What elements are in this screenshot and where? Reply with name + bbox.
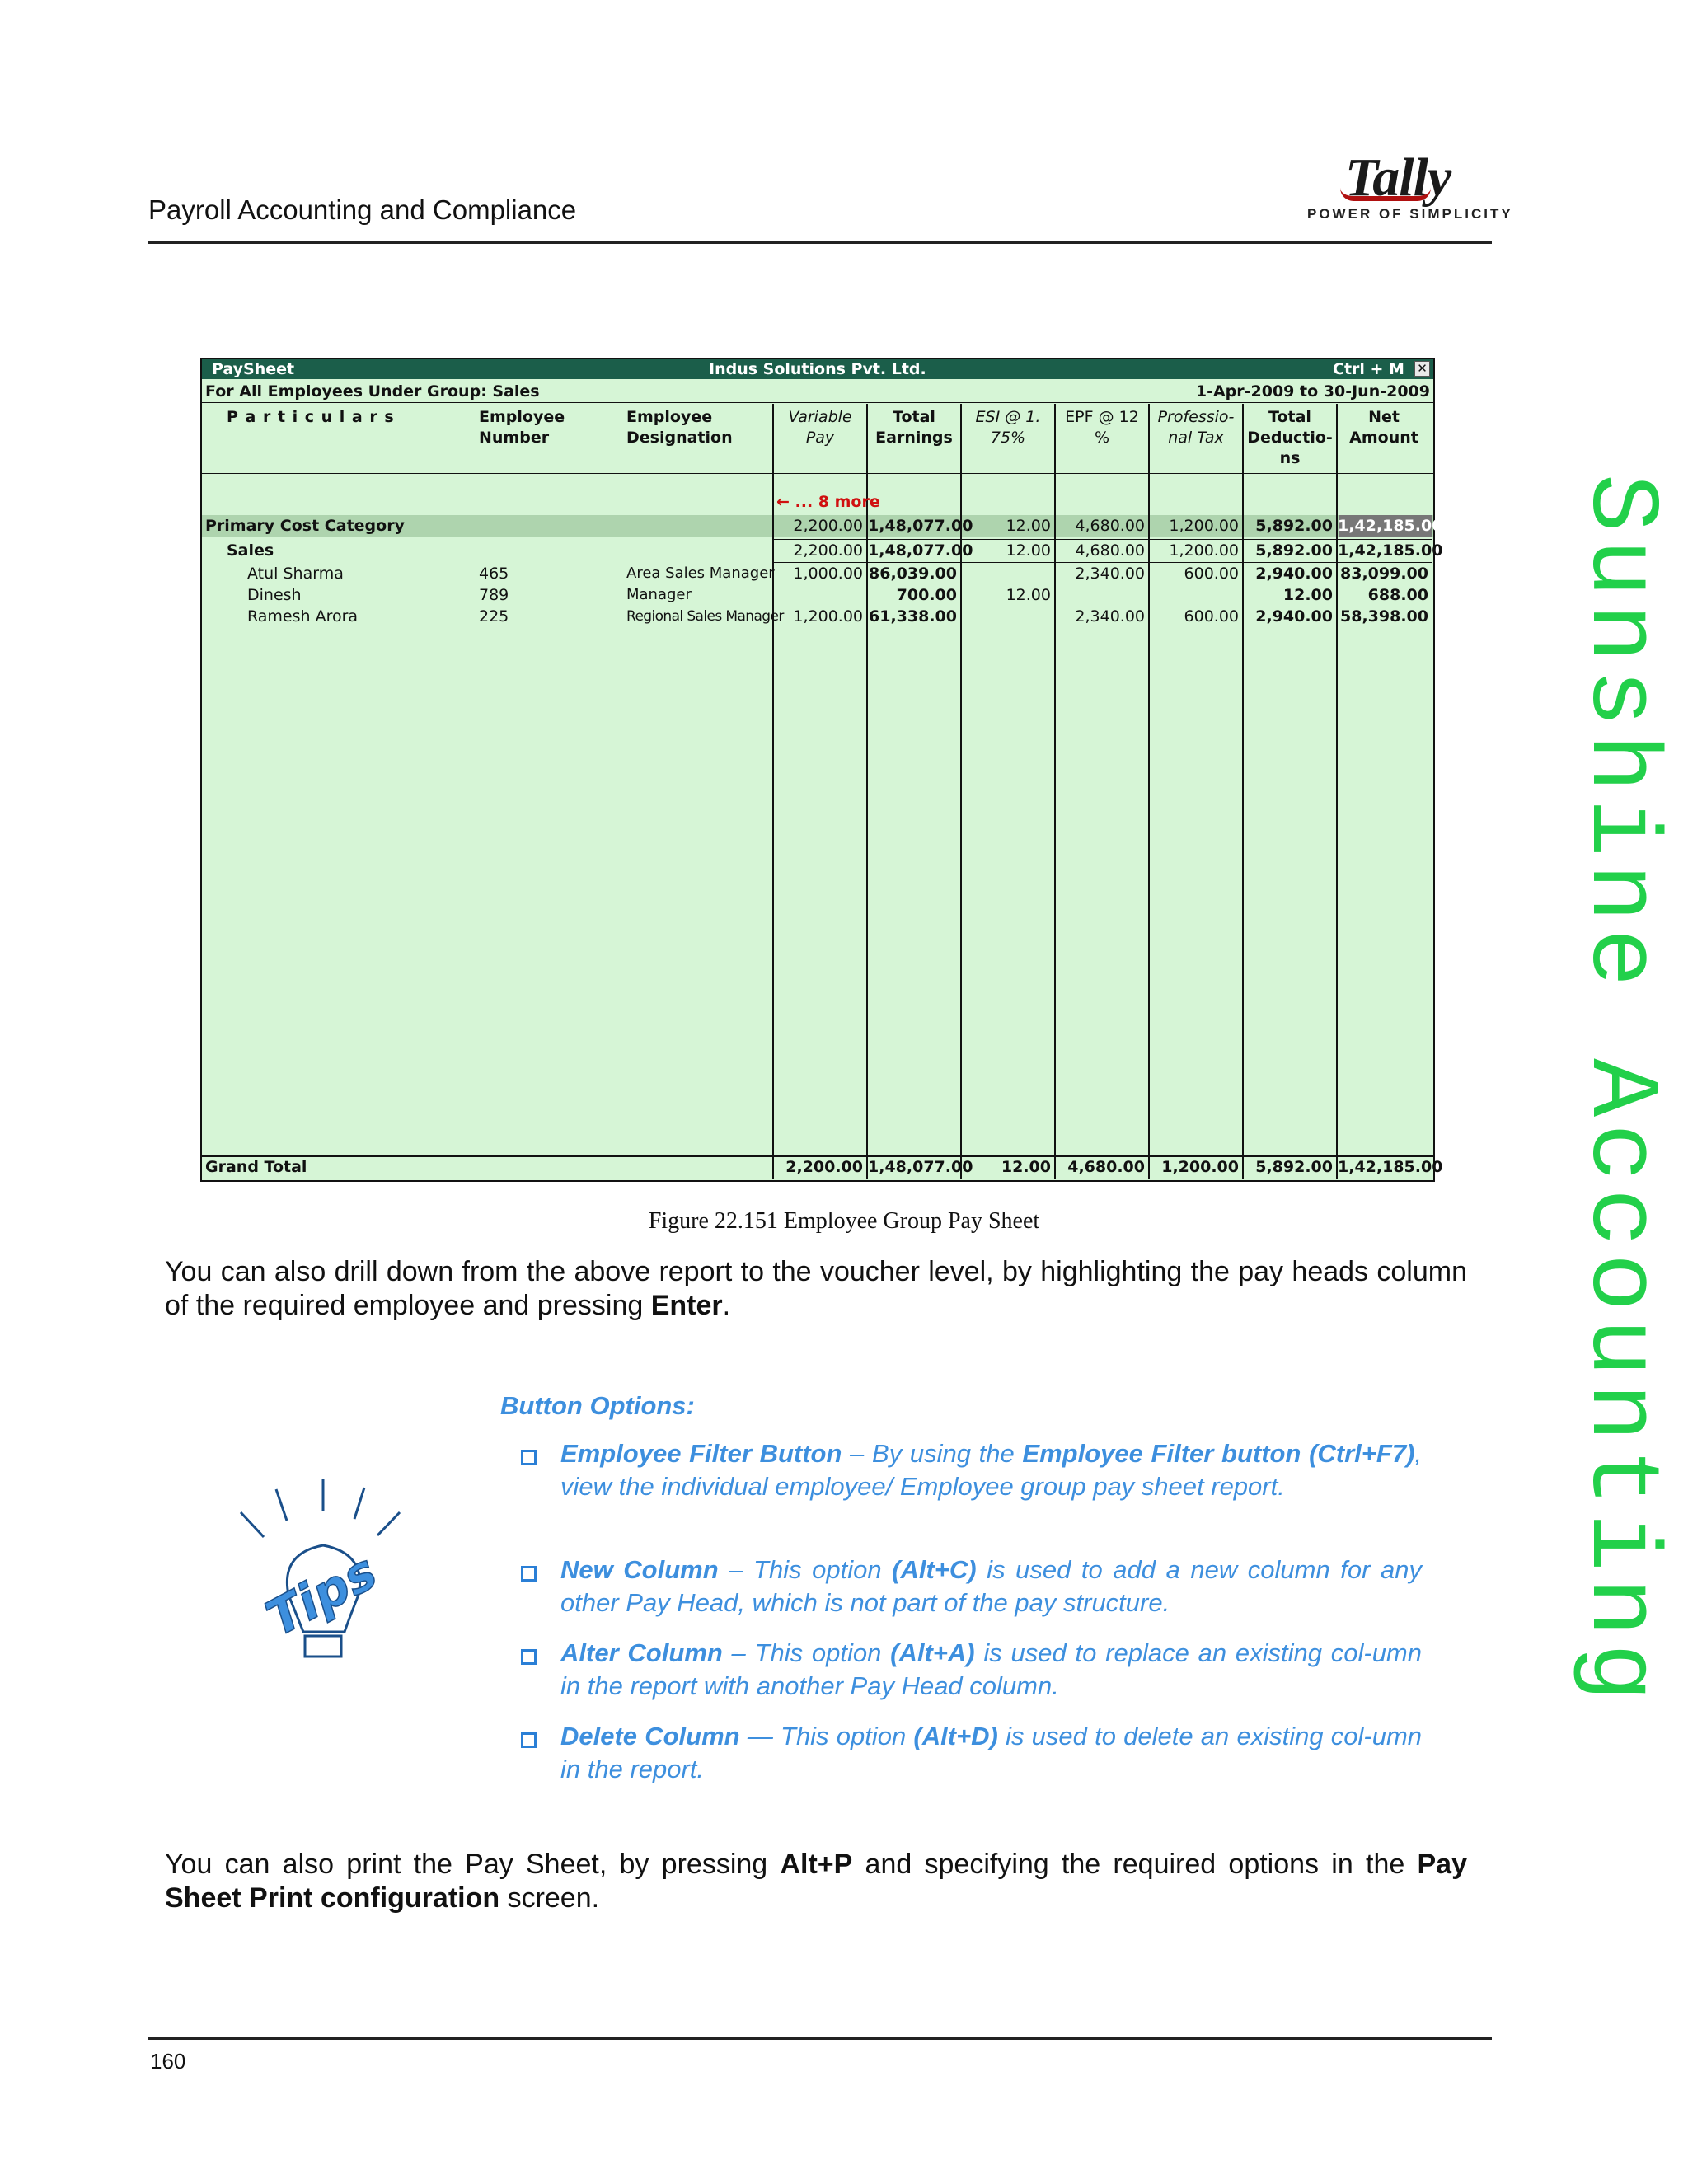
cell-total-deductions: 5,892.00 [1255, 517, 1333, 535]
report-subtitle: For All Employees Under Group: Sales [205, 382, 540, 401]
cell-total-deductions: 2,940.00 [1255, 607, 1333, 626]
col-employee-number: Employee Number [479, 408, 565, 447]
cell-esi: 12.00 [1006, 541, 1051, 560]
cell-total-earnings: 1,48,077.00 [868, 541, 973, 560]
tips-icon [231, 1471, 420, 1673]
window-titlebar [202, 359, 1433, 379]
cell-net-amount: 1,42,185.00 [1338, 1158, 1443, 1176]
cell-esi: 12.00 [1001, 1158, 1051, 1176]
col-total-deductions[interactable]: Total Deductio- ns [1247, 408, 1333, 467]
employee-number: 465 [479, 565, 509, 583]
running-header: Payroll Accounting and Compliance [148, 194, 577, 225]
cell-epf: 2,340.00 [1075, 607, 1145, 626]
shortcut-label: Ctrl + M [1333, 360, 1404, 378]
cell-professional-tax: 1,200.00 [1161, 1158, 1239, 1176]
cell-professional-tax: 600.00 [1184, 565, 1239, 583]
button-options-title: Button Options: [500, 1391, 695, 1420]
cell-variable-pay: 2,200.00 [785, 1158, 863, 1176]
col-net-amount[interactable]: Net Amount [1349, 408, 1418, 447]
row-divider [772, 539, 1432, 540]
cell-epf: 4,680.00 [1075, 517, 1145, 535]
cell-net-amount: 688.00 [1367, 586, 1428, 604]
cell-total-deductions: 2,940.00 [1255, 565, 1333, 583]
cell-professional-tax: 600.00 [1184, 607, 1239, 626]
cell-net-amount: 83,099.00 [1340, 565, 1428, 583]
cell-epf: 2,340.00 [1075, 565, 1145, 583]
employee-name: Dinesh [247, 586, 302, 604]
cell-total-deductions: 12.00 [1282, 586, 1333, 604]
logo-tagline: POWER OF SIMPLICITY [1307, 206, 1513, 222]
cell-variable-pay: 2,200.00 [793, 541, 863, 560]
cell-total-deductions: 5,892.00 [1255, 1158, 1333, 1176]
bullet-alter-column: Alter Column – This option (Alt+A) is used to replace an existing col-umn in the report with another Pay Head column. [560, 1638, 1422, 1700]
row-label: Primary Cost Category [205, 517, 405, 535]
employee-name: Ramesh Arora [247, 607, 359, 626]
bullet-square-icon [521, 1649, 537, 1665]
employee-designation: Manager [626, 586, 692, 603]
logo-swoosh [1340, 188, 1431, 201]
employee-designation: Area Sales Manager [626, 565, 775, 582]
cell-esi: 12.00 [1006, 517, 1051, 535]
bullet-square-icon [521, 1450, 537, 1465]
employee-number: 789 [479, 586, 509, 604]
figure-caption: Figure 22.151 Employee Group Pay Sheet [648, 1208, 1040, 1234]
row-label: Grand Total [205, 1158, 307, 1176]
col-total-earnings[interactable]: Total Earnings [875, 408, 953, 447]
cell-total-earnings: 86,039.00 [869, 565, 957, 583]
col-variable-pay[interactable]: Variable Pay [788, 408, 852, 447]
bullet-employee-filter: Employee Filter Button – By using the Employee Filter button (Ctrl+F7), view the individual employee/ Employee group pay sheet report. [560, 1439, 1423, 1501]
bullet-delete-column: Delete Column — This option (Alt+D) is used to delete an existing col-umn in the report. [560, 1722, 1423, 1783]
cell-epf: 4,680.00 [1067, 1158, 1145, 1176]
tips-label: Tips [256, 1543, 387, 1648]
company-name: Indus Solutions Pvt. Ltd. [709, 360, 926, 378]
cell-total-deductions: 5,892.00 [1255, 541, 1333, 560]
cell-total-earnings: 1,48,077.00 [868, 517, 973, 535]
lightbulb-icon [231, 1471, 420, 1673]
paragraph-drilldown: You can also drill down from the above report to the voucher level, by highlighting the pay heads column of the required employee and pressing Enter. [165, 1256, 1467, 1321]
paysheet-screenshot [200, 358, 1443, 1182]
logo-brand: Tally [1345, 148, 1451, 208]
footer-rule [148, 2037, 1492, 2040]
col-esi[interactable]: ESI @ 1. 75% [975, 408, 1041, 447]
cell-variable-pay: 2,200.00 [793, 517, 863, 535]
window-title: PaySheet [212, 360, 295, 378]
bullet-new-column: New Column – This option (Alt+C) is used to add a new column for any other Pay Head, which is not part of the pay structure. [560, 1555, 1422, 1617]
report-period: 1-Apr-2009 to 30-Jun-2009 [1195, 382, 1430, 401]
paragraph-print: You can also print the Pay Sheet, by pressing Alt+P and specifying the required options in the Pay Sheet Print configuration screen. [165, 1849, 1467, 1914]
col-employee-designation: Employee Designation [626, 408, 733, 447]
employee-name: Atul Sharma [247, 565, 344, 583]
cell-professional-tax: 1,200.00 [1169, 541, 1239, 560]
bullet-square-icon [521, 1566, 537, 1582]
cell-epf: 4,680.00 [1075, 541, 1145, 560]
header-divider [202, 473, 1433, 474]
row-divider [772, 562, 1432, 563]
bullet-square-icon [521, 1732, 537, 1748]
cell-variable-pay: 1,000.00 [793, 565, 863, 583]
col-professional-tax[interactable]: Professio- nal Tax [1157, 408, 1235, 447]
page-number: 160 [150, 2049, 186, 2074]
employee-designation: Regional Sales Manager [626, 608, 784, 625]
close-icon[interactable]: ✕ [1414, 361, 1430, 377]
cell-total-earnings: 1,48,077.00 [868, 1158, 973, 1176]
cell-total-earnings: 700.00 [896, 586, 957, 604]
report-subtitle-bar [202, 381, 1433, 403]
cell-professional-tax: 1,200.00 [1169, 517, 1239, 535]
col-particulars: P a r t i c u l a r s [227, 408, 395, 426]
cell-net-amount: 1,42,185.00 [1338, 541, 1443, 560]
cell-esi: 12.00 [1006, 586, 1051, 604]
cell-net-amount: 58,398.00 [1340, 607, 1428, 626]
more-columns-indicator[interactable]: ← ... 8 more [776, 493, 880, 511]
watermark: Sunshine Accounting [1564, 474, 1674, 1708]
employee-number: 225 [479, 607, 509, 626]
cell-variable-pay: 1,200.00 [793, 607, 863, 626]
header-rule [148, 241, 1492, 244]
row-label: Sales [227, 541, 274, 560]
cell-total-earnings: 61,338.00 [869, 607, 957, 626]
col-epf[interactable]: EPF @ 12 % [1065, 408, 1139, 447]
cell-net-amount: 1,42,185.00 [1338, 517, 1443, 535]
tally-logo [1307, 147, 1513, 225]
